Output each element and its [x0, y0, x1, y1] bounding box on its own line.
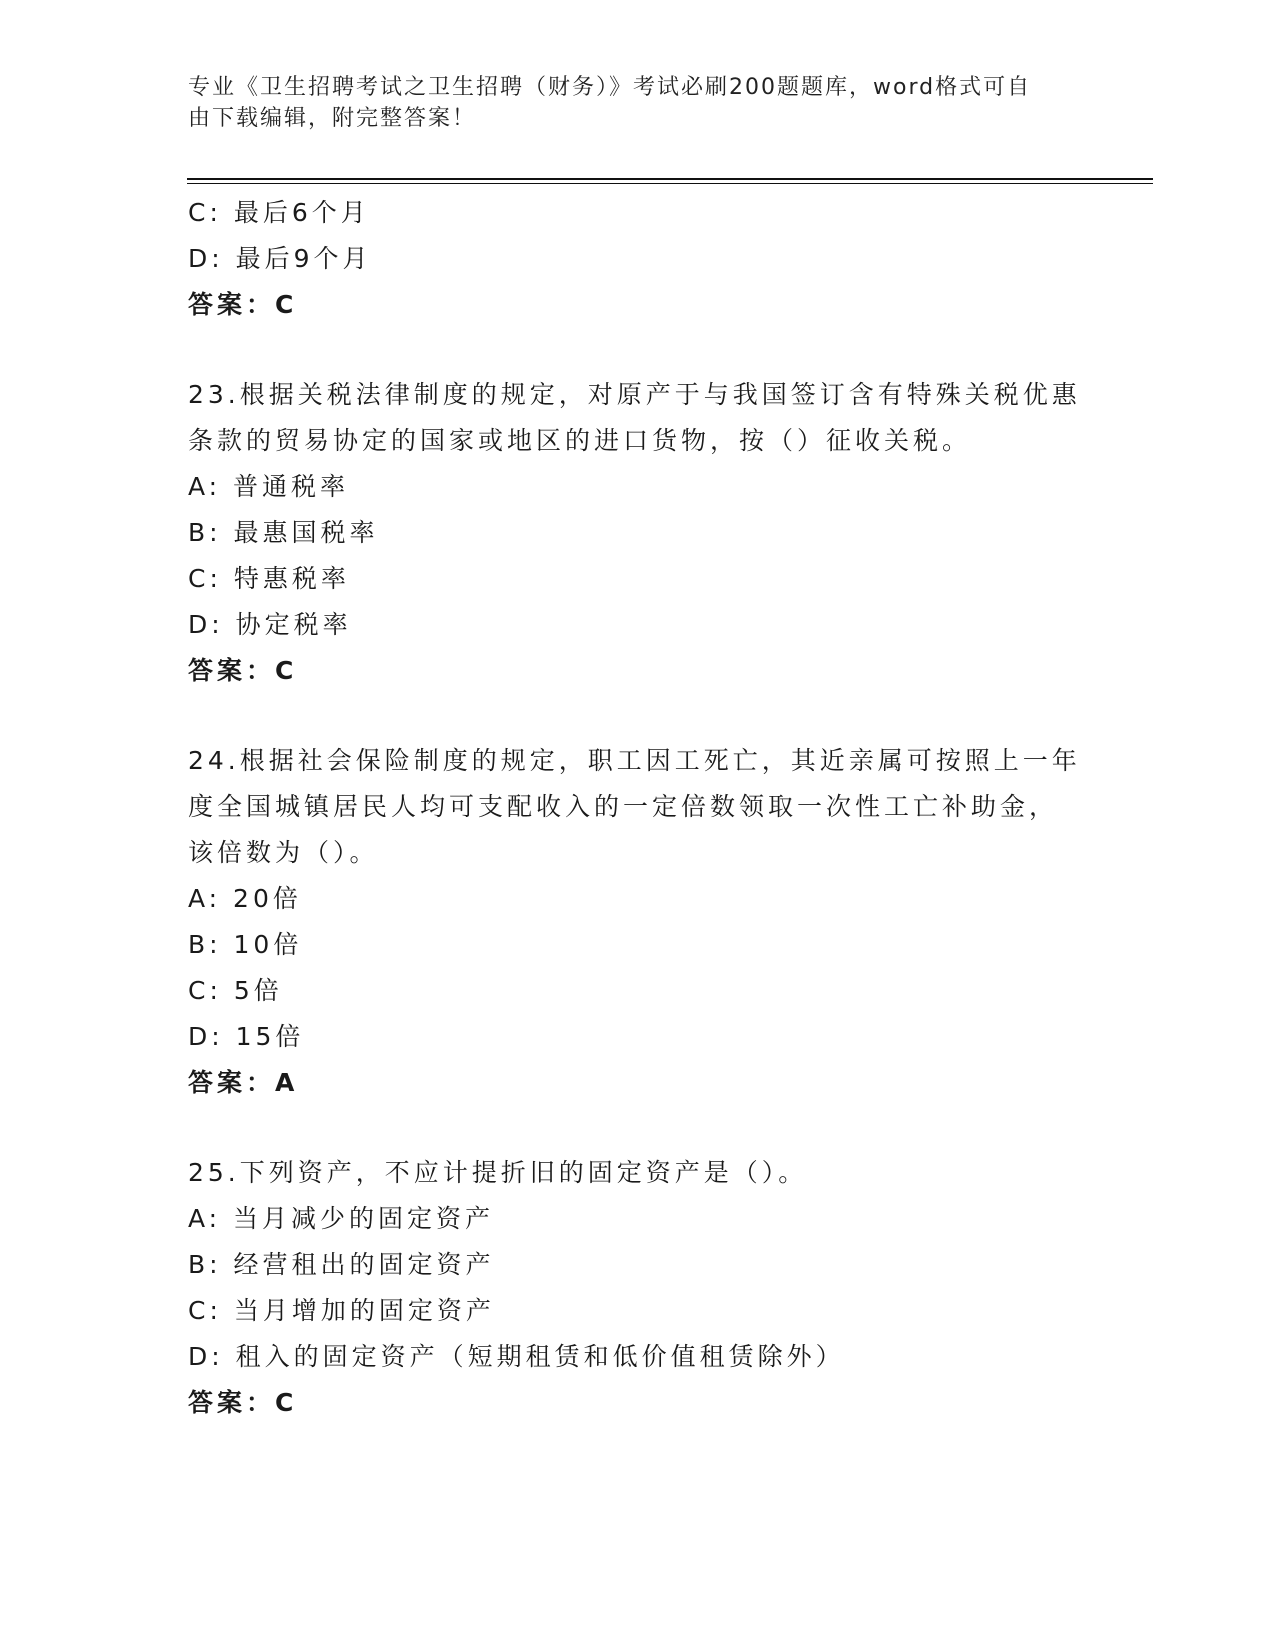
question-stem-line: 25.下列资产，不应计提折旧的固定资产是（）。	[188, 1158, 808, 1187]
option-d: D: 租入的固定资产（短期租赁和低价值租赁除外）	[188, 1342, 845, 1371]
question-stem-line: 23.根据关税法律制度的规定，对原产于与我国签订含有特殊关税优惠	[188, 380, 1081, 409]
question-23	[188, 372, 1088, 694]
option-a: A: 20倍	[188, 884, 302, 913]
option-a: A: 普通税率	[188, 472, 350, 501]
header-divider	[187, 178, 1153, 180]
question-24	[188, 738, 1088, 1106]
question-stem-line: 24.根据社会保险制度的规定，职工因工死亡，其近亲属可按照上一年	[188, 746, 1081, 775]
option-c: C: 5倍	[188, 976, 283, 1005]
option-b: B: 最惠国税率	[188, 518, 379, 547]
document-header	[188, 72, 1068, 134]
option-d: D: 协定税率	[188, 610, 352, 639]
option-b: B: 经营租出的固定资产	[188, 1250, 495, 1279]
header-line-2: 由下载编辑，附完整答案！	[188, 106, 477, 131]
previous-question-tail	[188, 190, 1088, 328]
answer-label: 答案：C	[188, 656, 298, 685]
option-b: B: 10倍	[188, 930, 303, 959]
option-d: D: 最后9个月	[188, 244, 372, 273]
option-a: A: 当月减少的固定资产	[188, 1204, 495, 1233]
question-list	[188, 190, 1088, 1426]
header-line-1: 专业《卫生招聘考试之卫生招聘（财务）》考试必刷200题题库，word格式可自	[188, 75, 1032, 100]
answer-label: 答案：C	[188, 1388, 298, 1417]
option-c: C: 当月增加的固定资产	[188, 1296, 495, 1325]
question-stem-line: 该倍数为（）。	[188, 838, 379, 867]
answer-label: 答案：C	[188, 290, 298, 319]
question-stem-line: 条款的贸易协定的国家或地区的进口货物，按（）征收关税。	[188, 426, 972, 455]
answer-label: 答案：A	[188, 1068, 299, 1097]
option-c: C: 特惠税率	[188, 564, 350, 593]
option-d: D: 15倍	[188, 1022, 305, 1051]
header-divider-thin	[187, 183, 1153, 184]
option-c: C: 最后6个月	[188, 198, 370, 227]
question-stem-line: 度全国城镇居民人均可支配收入的一定倍数领取一次性工亡补助金，	[188, 792, 1059, 821]
question-25	[188, 1150, 1088, 1426]
